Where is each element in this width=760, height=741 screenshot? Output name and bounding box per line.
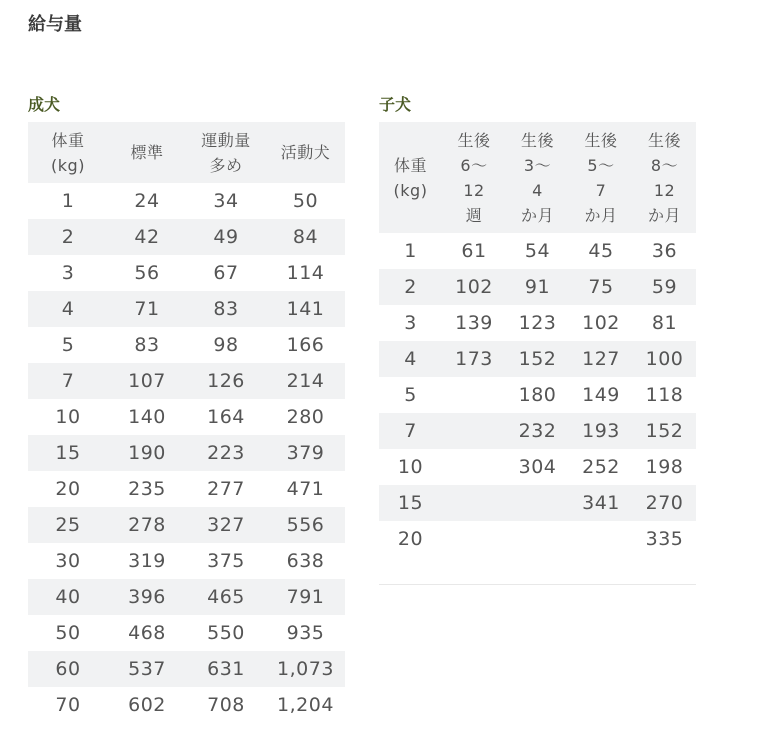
puppy-header-text: 週 bbox=[465, 205, 483, 225]
puppy-table-cell: 180 bbox=[506, 377, 569, 413]
adult-table-cell: 277 bbox=[186, 471, 266, 507]
adult-table-cell: 98 bbox=[186, 327, 266, 363]
puppy-table-row bbox=[379, 521, 696, 557]
puppy-table-cell: 7 bbox=[379, 413, 442, 449]
puppy-table-cell: 173 bbox=[442, 341, 506, 377]
puppy-header-text: 6～ bbox=[460, 155, 488, 175]
puppy-table-row bbox=[379, 485, 696, 521]
puppy-table-cell: 139 bbox=[442, 305, 506, 341]
puppy-header-text: 7 bbox=[595, 180, 607, 200]
adult-table-cell: 34 bbox=[186, 183, 266, 219]
adult-table-cell: 1 bbox=[28, 183, 108, 219]
puppy-table-cell bbox=[442, 521, 506, 557]
adult-table-cell: 319 bbox=[108, 543, 186, 579]
puppy-table-cell: 149 bbox=[569, 377, 633, 413]
puppy-header-text: 12 bbox=[463, 180, 485, 200]
puppy-table-cell: 3 bbox=[379, 305, 442, 341]
puppy-table-cell: 127 bbox=[569, 341, 633, 377]
puppy-table-cell bbox=[442, 485, 506, 521]
adult-table-cell: 708 bbox=[186, 687, 266, 723]
adult-header-cell bbox=[186, 122, 266, 183]
puppy-header-cell bbox=[569, 122, 633, 233]
adult-header-text: (kg) bbox=[51, 155, 85, 175]
puppy-table-cell: 15 bbox=[379, 485, 442, 521]
puppy-table-cell: 54 bbox=[506, 233, 569, 269]
puppy-header-text: 生後 bbox=[457, 130, 491, 150]
adult-feeding-table bbox=[28, 122, 345, 723]
adult-table-cell: 84 bbox=[266, 219, 345, 255]
puppy-table-cell: 341 bbox=[569, 485, 633, 521]
adult-table-cell: 83 bbox=[108, 327, 186, 363]
puppy-table-cell bbox=[506, 521, 569, 557]
adult-table-cell: 638 bbox=[266, 543, 345, 579]
adult-table-cell: 42 bbox=[108, 219, 186, 255]
adult-header-cell bbox=[266, 122, 345, 183]
puppy-table-cell: 5 bbox=[379, 377, 442, 413]
adult-table-cell: 235 bbox=[108, 471, 186, 507]
adult-table-cell: 190 bbox=[108, 435, 186, 471]
puppy-table-cell: 193 bbox=[569, 413, 633, 449]
adult-header-text: 標準 bbox=[130, 143, 164, 162]
adult-table-cell: 214 bbox=[266, 363, 345, 399]
puppy-table-cell: 152 bbox=[633, 413, 696, 449]
adult-table-row bbox=[28, 651, 345, 687]
puppy-table-cell bbox=[442, 413, 506, 449]
adult-table-cell: 10 bbox=[28, 399, 108, 435]
adult-table-row bbox=[28, 507, 345, 543]
puppy-table-cell: 102 bbox=[569, 305, 633, 341]
adult-header-text: 体重 bbox=[51, 130, 85, 150]
puppy-header-text: 12 bbox=[653, 180, 676, 200]
adult-table-cell: 5 bbox=[28, 327, 108, 363]
puppy-table-cell: 252 bbox=[569, 449, 633, 485]
puppy-header-text: 4 bbox=[532, 180, 543, 200]
puppy-header-cell bbox=[379, 122, 442, 233]
adult-table-cell: 550 bbox=[186, 615, 266, 651]
adult-table-cell: 327 bbox=[186, 507, 266, 543]
adult-table-cell: 1,204 bbox=[266, 687, 345, 723]
adult-table-cell: 24 bbox=[108, 183, 186, 219]
puppy-table-row bbox=[379, 341, 696, 377]
adult-table-cell: 50 bbox=[28, 615, 108, 651]
adult-table-body bbox=[28, 183, 345, 723]
puppy-header-text: 5～ bbox=[587, 155, 615, 175]
puppy-header-text: か月 bbox=[647, 205, 681, 225]
puppy-table-row bbox=[379, 269, 696, 305]
adult-table-cell: 107 bbox=[108, 363, 186, 399]
puppy-table-cell: 20 bbox=[379, 521, 442, 557]
puppy-header-text: 8～ bbox=[650, 155, 679, 175]
adult-table-cell: 83 bbox=[186, 291, 266, 327]
adult-table-row bbox=[28, 327, 345, 363]
adult-header-text: 運動量 bbox=[201, 130, 251, 150]
puppy-table-header bbox=[379, 122, 696, 233]
adult-table-cell: 141 bbox=[266, 291, 345, 327]
puppy-table-cell: 81 bbox=[633, 305, 696, 341]
puppy-header-cell bbox=[442, 122, 506, 233]
puppy-table-row bbox=[379, 233, 696, 269]
puppy-header-text: か月 bbox=[584, 205, 618, 225]
puppy-table-body bbox=[379, 233, 696, 557]
puppy-header-text: 3～ bbox=[523, 155, 552, 175]
puppy-table-row bbox=[379, 413, 696, 449]
puppy-table-cell: 304 bbox=[506, 449, 569, 485]
adult-table-row bbox=[28, 291, 345, 327]
adult-table-cell: 468 bbox=[108, 615, 186, 651]
puppy-table-cell: 152 bbox=[506, 341, 569, 377]
adult-table-row bbox=[28, 579, 345, 615]
adult-table-header bbox=[28, 122, 345, 183]
adult-table-cell: 140 bbox=[108, 399, 186, 435]
puppy-table-cell: 335 bbox=[633, 521, 696, 557]
puppy-table-cell: 2 bbox=[379, 269, 442, 305]
adult-table-cell: 7 bbox=[28, 363, 108, 399]
adult-header-cell bbox=[28, 122, 108, 183]
puppy-table-row bbox=[379, 449, 696, 485]
puppy-header-text: 生後 bbox=[584, 130, 618, 150]
adult-table-cell: 1,073 bbox=[266, 651, 345, 687]
adult-table-cell: 60 bbox=[28, 651, 108, 687]
adult-table-row bbox=[28, 543, 345, 579]
puppy-header-text: 体重 bbox=[393, 155, 427, 175]
adult-table-cell: 20 bbox=[28, 471, 108, 507]
puppy-header-row bbox=[379, 122, 696, 233]
adult-table-cell: 602 bbox=[108, 687, 186, 723]
adult-header-row bbox=[28, 122, 345, 183]
puppy-table-cell: 123 bbox=[506, 305, 569, 341]
adult-table-cell: 935 bbox=[266, 615, 345, 651]
puppy-table-cell: 118 bbox=[633, 377, 696, 413]
adult-table-cell: 114 bbox=[266, 255, 345, 291]
puppy-table-cell: 75 bbox=[569, 269, 633, 305]
adult-table-row bbox=[28, 471, 345, 507]
adult-table-row bbox=[28, 615, 345, 651]
adult-table-cell: 25 bbox=[28, 507, 108, 543]
adult-table-cell: 556 bbox=[266, 507, 345, 543]
puppy-table-row bbox=[379, 305, 696, 341]
puppy-table-cell: 1 bbox=[379, 233, 442, 269]
adult-table-row bbox=[28, 363, 345, 399]
adult-table-cell: 3 bbox=[28, 255, 108, 291]
adult-table-cell: 67 bbox=[186, 255, 266, 291]
adult-table-cell: 379 bbox=[266, 435, 345, 471]
page-title: 給与量 bbox=[28, 14, 82, 35]
puppy-table-cell bbox=[442, 377, 506, 413]
puppy-header-text: 生後 bbox=[647, 130, 681, 150]
adult-table-cell: 223 bbox=[186, 435, 266, 471]
adult-table-row bbox=[28, 435, 345, 471]
adult-header-text: 活動犬 bbox=[280, 143, 331, 162]
adult-table-cell: 71 bbox=[108, 291, 186, 327]
adult-table-cell: 280 bbox=[266, 399, 345, 435]
adult-table-cell: 126 bbox=[186, 363, 266, 399]
puppy-table-cell bbox=[442, 449, 506, 485]
adult-header-text: 多め bbox=[209, 155, 243, 175]
adult-table-cell: 30 bbox=[28, 543, 108, 579]
puppy-header-cell bbox=[506, 122, 569, 233]
adult-table-cell: 375 bbox=[186, 543, 266, 579]
puppy-header-cell bbox=[633, 122, 696, 233]
puppy-section-title: 子犬 bbox=[379, 95, 412, 114]
adult-table-cell: 465 bbox=[186, 579, 266, 615]
adult-table-cell: 278 bbox=[108, 507, 186, 543]
puppy-table-cell: 10 bbox=[379, 449, 442, 485]
adult-table-cell: 631 bbox=[186, 651, 266, 687]
puppy-header-text: か月 bbox=[520, 205, 554, 225]
adult-table-cell: 471 bbox=[266, 471, 345, 507]
puppy-feeding-table bbox=[379, 122, 696, 557]
adult-table-cell: 40 bbox=[28, 579, 108, 615]
puppy-table-cell bbox=[569, 521, 633, 557]
puppy-table-cell: 4 bbox=[379, 341, 442, 377]
adult-table-row bbox=[28, 219, 345, 255]
puppy-header-text: (kg) bbox=[393, 180, 428, 200]
puppy-table-row bbox=[379, 377, 696, 413]
puppy-table-cell: 198 bbox=[633, 449, 696, 485]
puppy-table-cell: 59 bbox=[633, 269, 696, 305]
adult-table-cell: 49 bbox=[186, 219, 266, 255]
puppy-header-text: 生後 bbox=[520, 130, 554, 150]
puppy-table-cell: 102 bbox=[442, 269, 506, 305]
adult-table-cell: 4 bbox=[28, 291, 108, 327]
adult-table-cell: 537 bbox=[108, 651, 186, 687]
adult-table-cell: 70 bbox=[28, 687, 108, 723]
puppy-table-cell bbox=[506, 485, 569, 521]
puppy-table-cell: 91 bbox=[506, 269, 569, 305]
puppy-table-cell: 45 bbox=[569, 233, 633, 269]
puppy-table-cell: 100 bbox=[633, 341, 696, 377]
puppy-table-cell: 61 bbox=[442, 233, 506, 269]
adult-table-row bbox=[28, 255, 345, 291]
puppy-table-cell: 270 bbox=[633, 485, 696, 521]
adult-table-cell: 2 bbox=[28, 219, 108, 255]
adult-table-cell: 56 bbox=[108, 255, 186, 291]
adult-table-cell: 50 bbox=[266, 183, 345, 219]
puppy-table-bottom-divider bbox=[379, 584, 696, 585]
adult-table-cell: 164 bbox=[186, 399, 266, 435]
adult-table-row bbox=[28, 399, 345, 435]
adult-table-row bbox=[28, 687, 345, 723]
adult-table-row bbox=[28, 183, 345, 219]
puppy-table-cell: 232 bbox=[506, 413, 569, 449]
adult-table-cell: 791 bbox=[266, 579, 345, 615]
adult-section-title: 成犬 bbox=[28, 95, 61, 114]
adult-header-cell bbox=[108, 122, 186, 183]
adult-table-cell: 15 bbox=[28, 435, 108, 471]
adult-table-cell: 166 bbox=[266, 327, 345, 363]
adult-table-cell: 396 bbox=[108, 579, 186, 615]
puppy-table-cell: 36 bbox=[633, 233, 696, 269]
